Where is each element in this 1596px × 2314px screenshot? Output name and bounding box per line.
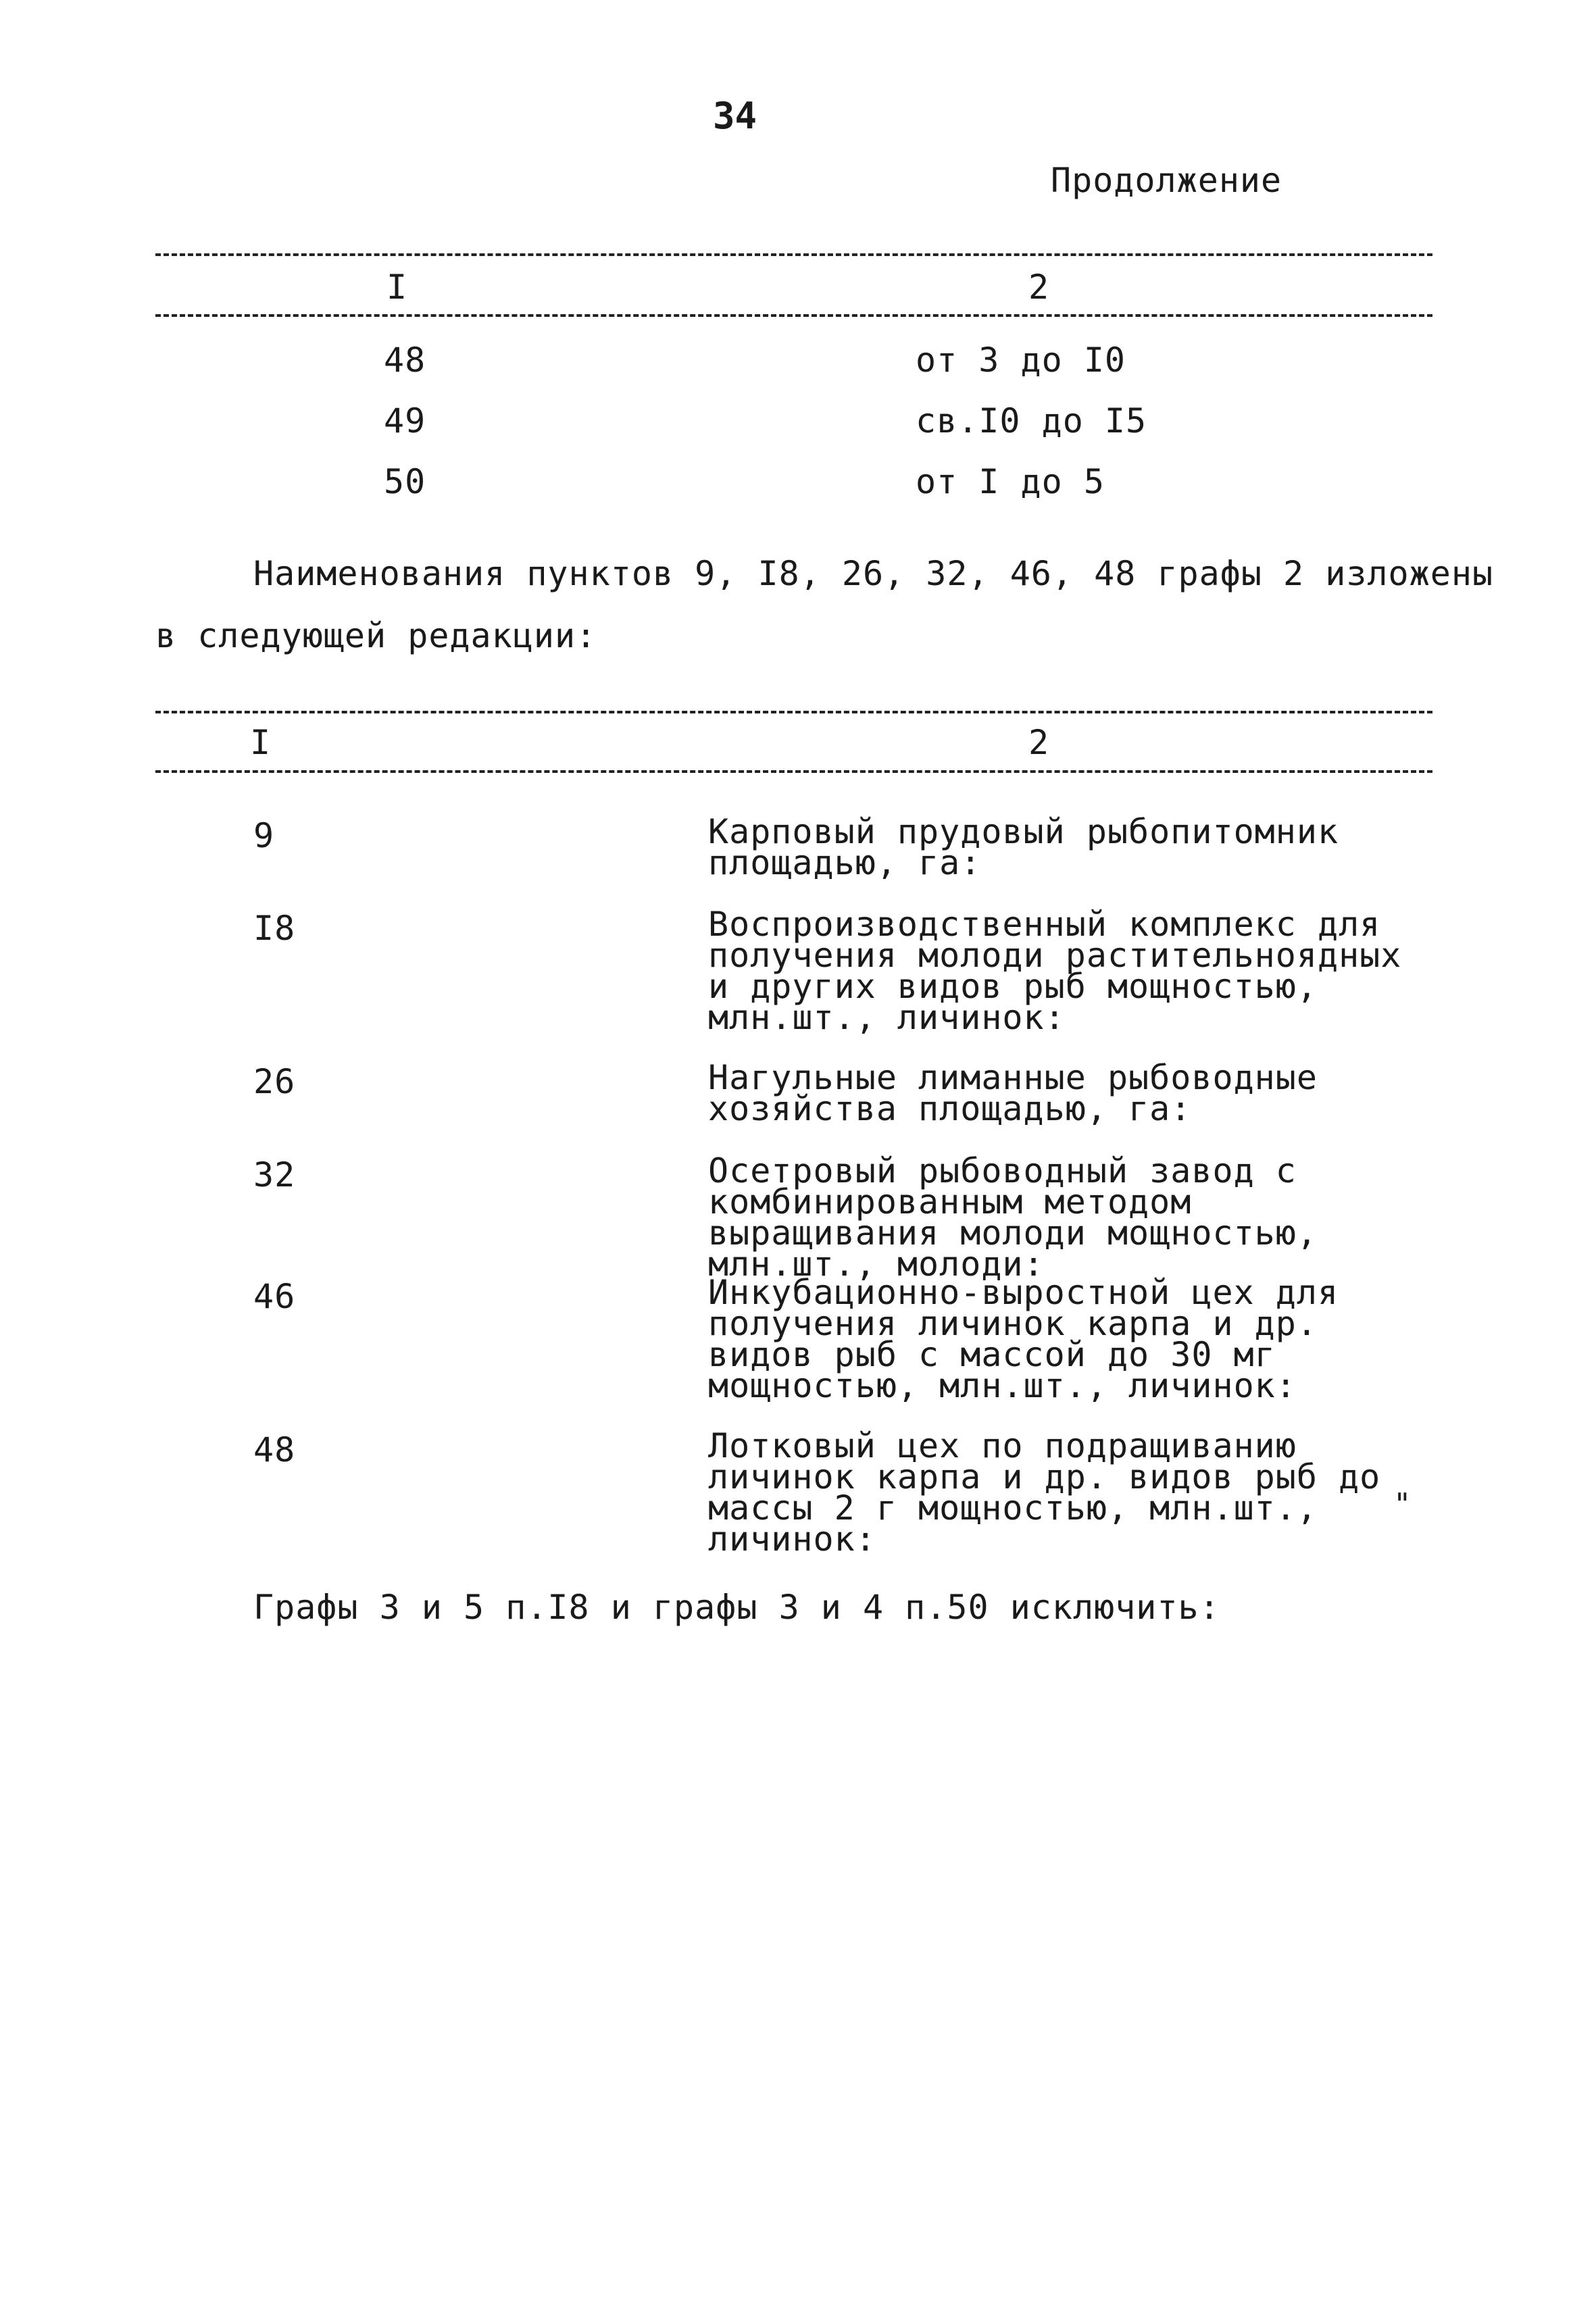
table2-row-text: Нагульные лиманные рыбоводные хозяйства площадью, га: (708, 1058, 1318, 1128)
table2-row-text: Лотковый цех по подращиванию личинок карпа и др. видов рыб до массы 2 г мощностью, млн.шт., личинок: (708, 1426, 1381, 1559)
table2-row-num: 26 (253, 1062, 296, 1101)
page-number: 34 (713, 95, 757, 137)
table2-row-num: 9 (253, 816, 275, 855)
table1-row-num: 48 (384, 341, 426, 380)
table1-header-rule (155, 314, 1432, 317)
table1-row-value: от I до 5 (916, 462, 1105, 501)
table1-row-num: 49 (384, 401, 426, 441)
continuation-label: Продолжение (1051, 161, 1282, 200)
table2-row-num: 32 (253, 1155, 296, 1194)
paragraph-line-2: в следующей редакции: (155, 616, 597, 655)
final-instruction: Графы 3 и 5 п.I8 и графы 3 и 4 п.50 исключить: (253, 1588, 1220, 1627)
table1-row-num: 50 (384, 462, 426, 501)
table2-row-num: I8 (253, 909, 296, 948)
table1-header-col1: I (386, 268, 408, 307)
table2-top-rule (155, 711, 1432, 713)
table2-row-text: Осетровый рыбоводный завод с комбинированным методом выращивания молоди мощностью, млн.шт., молоди: (708, 1151, 1318, 1284)
table2-row-num: 46 (253, 1277, 296, 1316)
table1-top-rule (155, 253, 1432, 256)
table2-header-col1: I (250, 723, 272, 762)
paragraph-line-1: Наименования пунктов 9, I8, 26, 32, 46, 48 графы 2 изложены (253, 554, 1494, 593)
closing-quote: " (1393, 1487, 1412, 1521)
table2-header-col2: 2 (1028, 723, 1050, 762)
table2-header-rule (155, 770, 1432, 773)
table2-row-num: 48 (253, 1430, 296, 1469)
table1-row-value: от 3 до I0 (916, 341, 1126, 380)
table1-row-value: св.I0 до I5 (916, 401, 1147, 441)
table1-header-col2: 2 (1028, 268, 1050, 307)
table2-row-text: Инкубационно-выростной цех для получения личинок карпа и др. видов рыб с массой до 30 мг мощностью, млн.шт., личинок: (708, 1273, 1339, 1405)
table2-row-text: Карповый прудовый рыбопитомник площадью, га: (708, 812, 1339, 882)
table2-row-text: Воспроизводственный комплекс для получения молоди растительноядных и других видов рыб мощностью, млн.шт., личинок: (708, 905, 1402, 1037)
